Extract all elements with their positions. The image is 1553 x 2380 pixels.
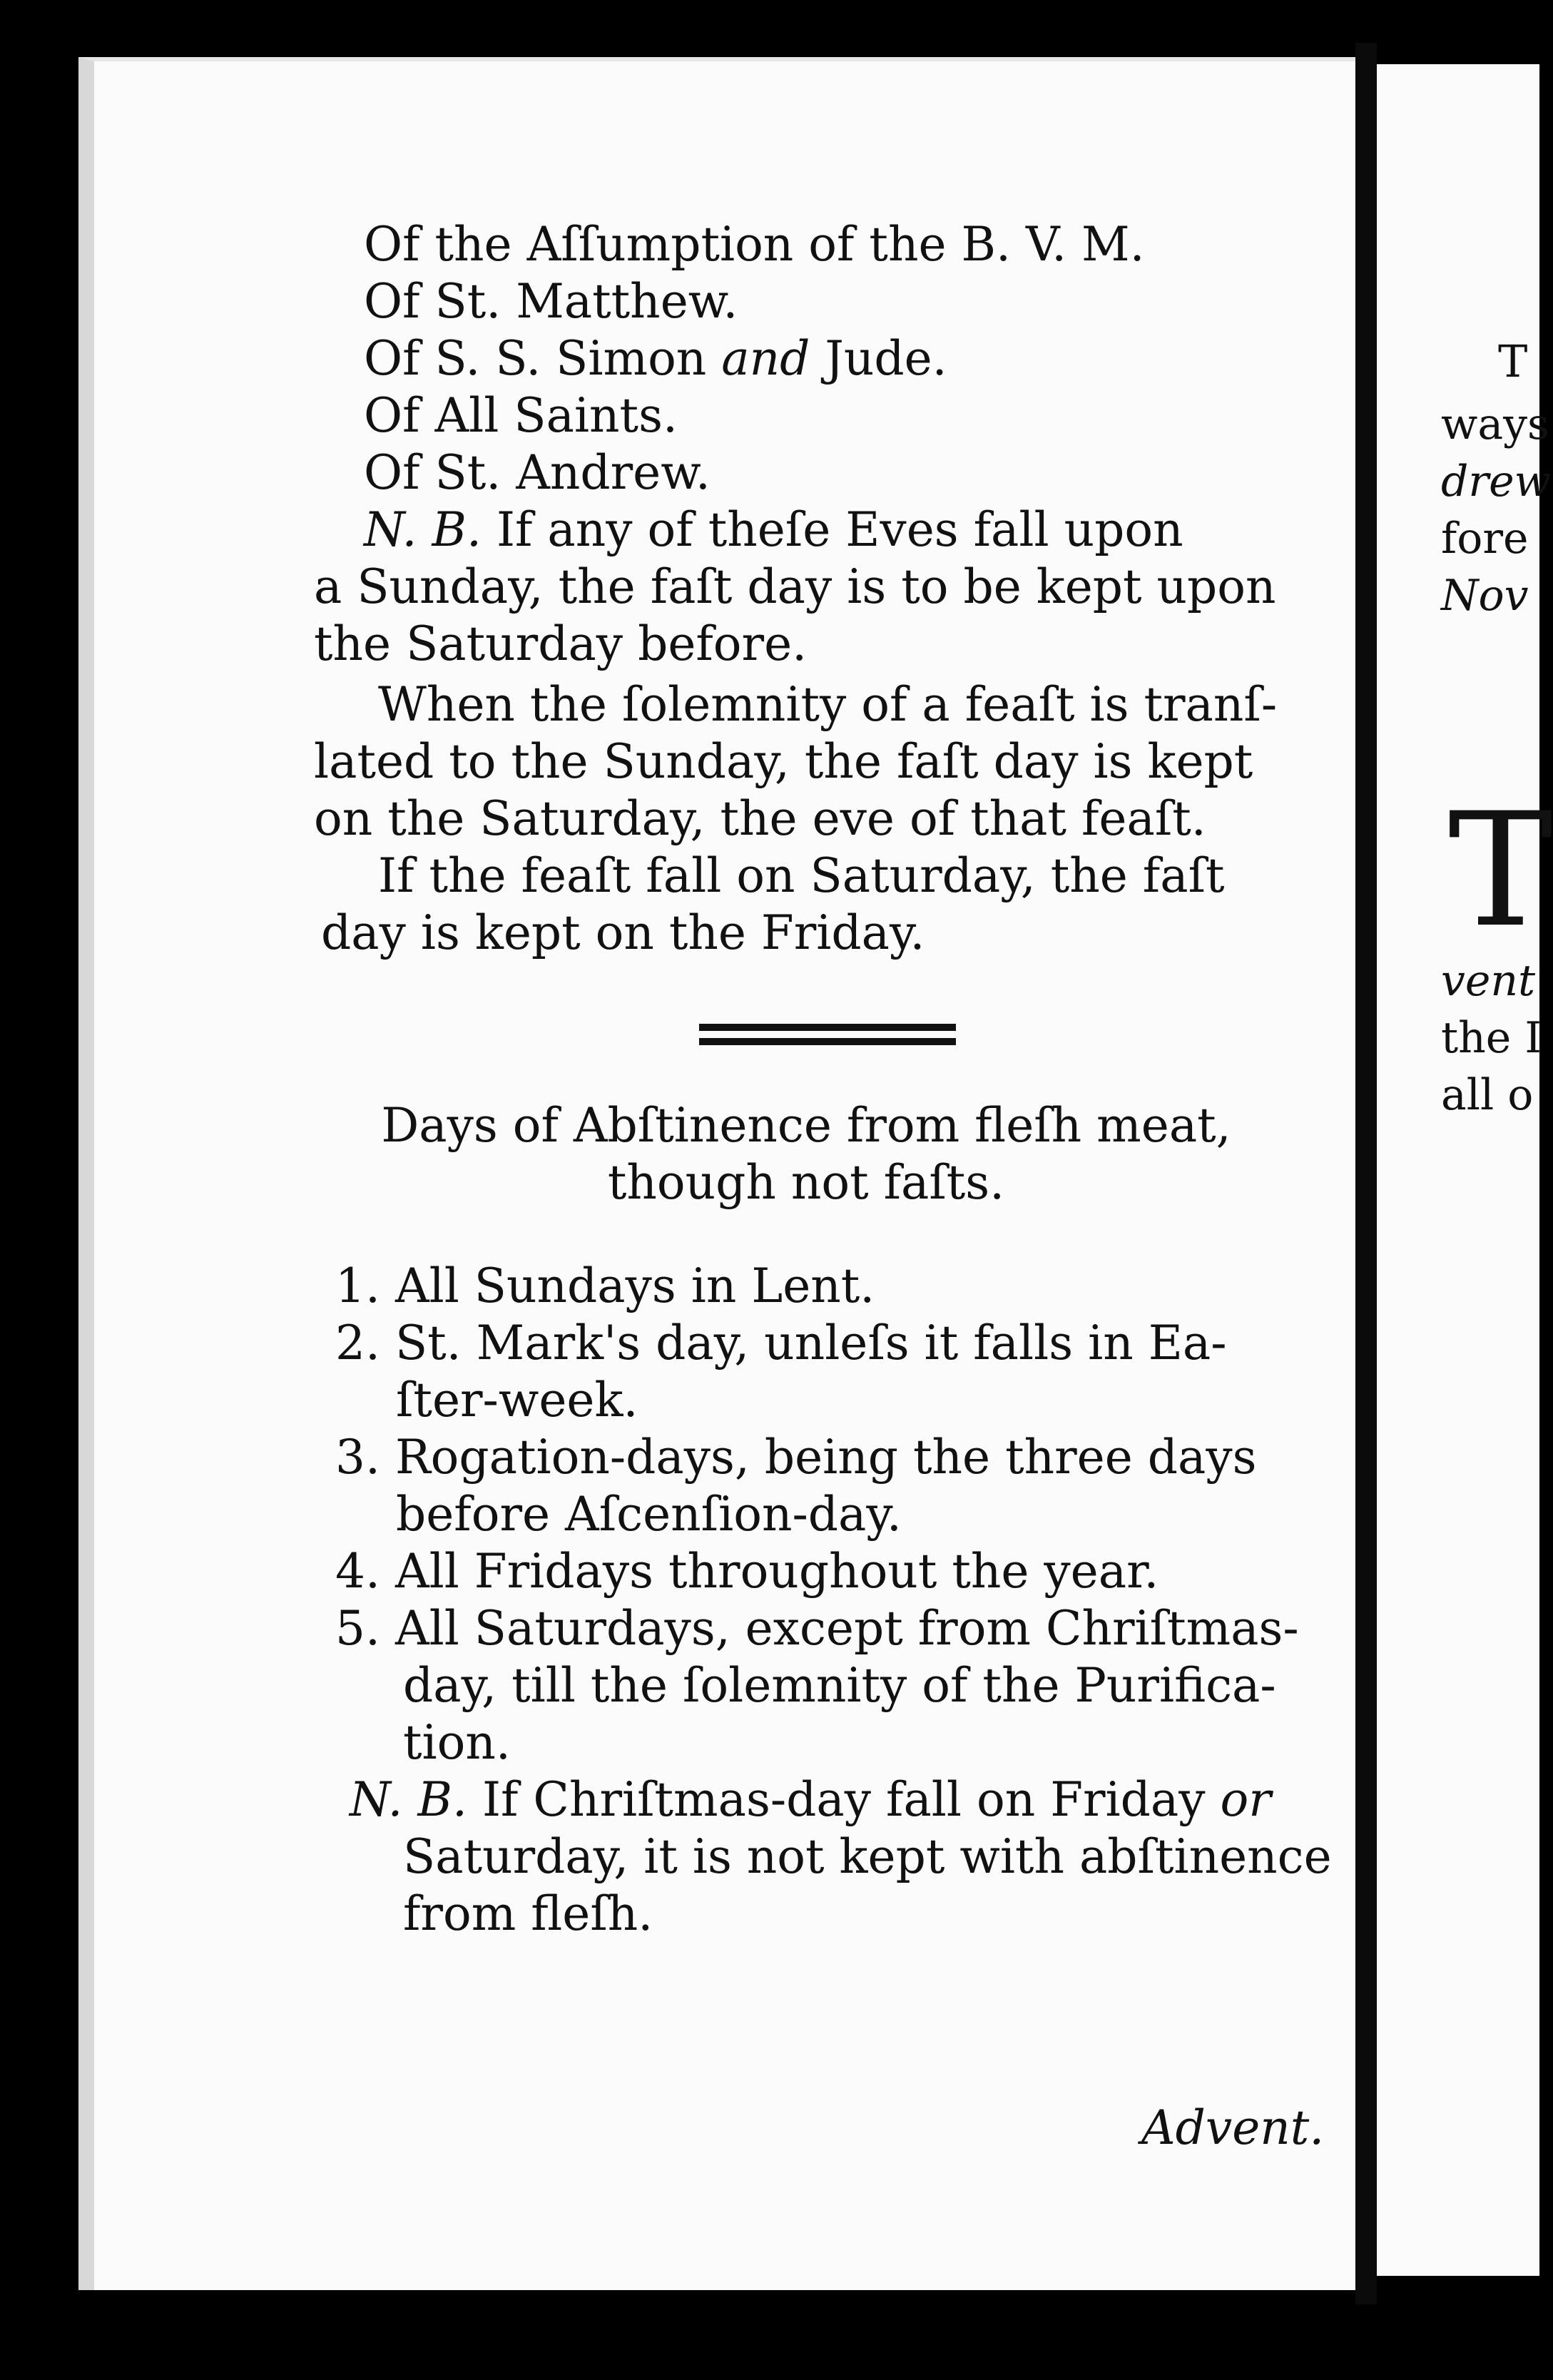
nb-line: from fleſh. [403,1886,653,1941]
section-heading: Days of Abſtinence from fleſh meat, [381,1098,1231,1153]
nb-line: Saturday, it is not kept with abſtinence [403,1829,1332,1884]
right-fragment: vent [1441,956,1536,1006]
nb-label: N. B. [364,502,482,557]
eve-line: Of the Aſſumption of the B. V. M. [364,217,1145,272]
list-item-cont: before Aſcenſion-day. [396,1487,902,1542]
para-line: on the Saturday, the eve of that feaſt. [314,791,1206,846]
para-line: If the feaſt fall on Saturday, the faſt [378,848,1225,903]
para-line: When the ſolemnity of a feaſt is tranſ- [378,677,1278,732]
para-line: lated to the Sunday, the faſt day is kept [314,734,1253,789]
nb-line: a Sunday, the faſt day is to be kept upon [314,559,1276,614]
ornament-rule [699,1024,956,1031]
eve-line: Of St. Matthew. [364,274,738,329]
nb-label: N. B. [350,1772,467,1827]
para-line: day is kept on the Friday. [321,905,925,960]
list-item: 4. All Fridays throughout the year. [335,1544,1159,1599]
nota-bene [364,502,1183,557]
right-fragment: the I [1441,1013,1542,1063]
list-item: 2. St. Mark's day, unleſs it falls in Ea- [335,1316,1227,1370]
right-fragment: all o [1441,1070,1534,1120]
nota-bene [350,1772,1271,1827]
eve-text: Of S. S. Simon [364,331,707,386]
book-gutter [1355,43,1377,2304]
list-item: 5. All Saturdays, except from Chriſtmas- [335,1601,1299,1656]
list-item: 3. Rogation-days, being the three days [335,1430,1257,1485]
right-fragment: T [1498,335,1528,387]
eve-line: Of St. Andrew. [364,445,711,500]
eve-line: Of All Saints. [364,388,678,443]
list-item-cont: ſter-week. [396,1373,638,1428]
eve-and: and [721,331,810,386]
list-item: 1. All Sundays in Lent. [335,1258,875,1313]
drop-cap: T [1448,779,1553,962]
list-item-cont: tion. [403,1715,511,1770]
nb-or: or [1220,1772,1271,1827]
eve-text: Jude. [825,331,947,386]
catchword: Advent. [1141,2100,1325,2155]
nb-line: the Saturday before. [314,616,808,671]
right-fragment: ways [1441,400,1549,449]
list-item-cont: day, till the ſolemnity of the Purifica- [403,1658,1276,1713]
ornament-rule [699,1038,956,1045]
eve-line [364,331,947,386]
right-fragment: fore [1441,514,1529,564]
right-fragment: Nov [1441,571,1529,621]
section-heading: though not faſts. [607,1155,1005,1210]
nb-text: If Chriſtmas-day fall on Friday [482,1772,1206,1827]
right-fragment: drew [1441,457,1551,507]
book-page-right [1377,64,1553,2276]
nb-text: If any of theſe Eves fall upon [496,502,1183,557]
